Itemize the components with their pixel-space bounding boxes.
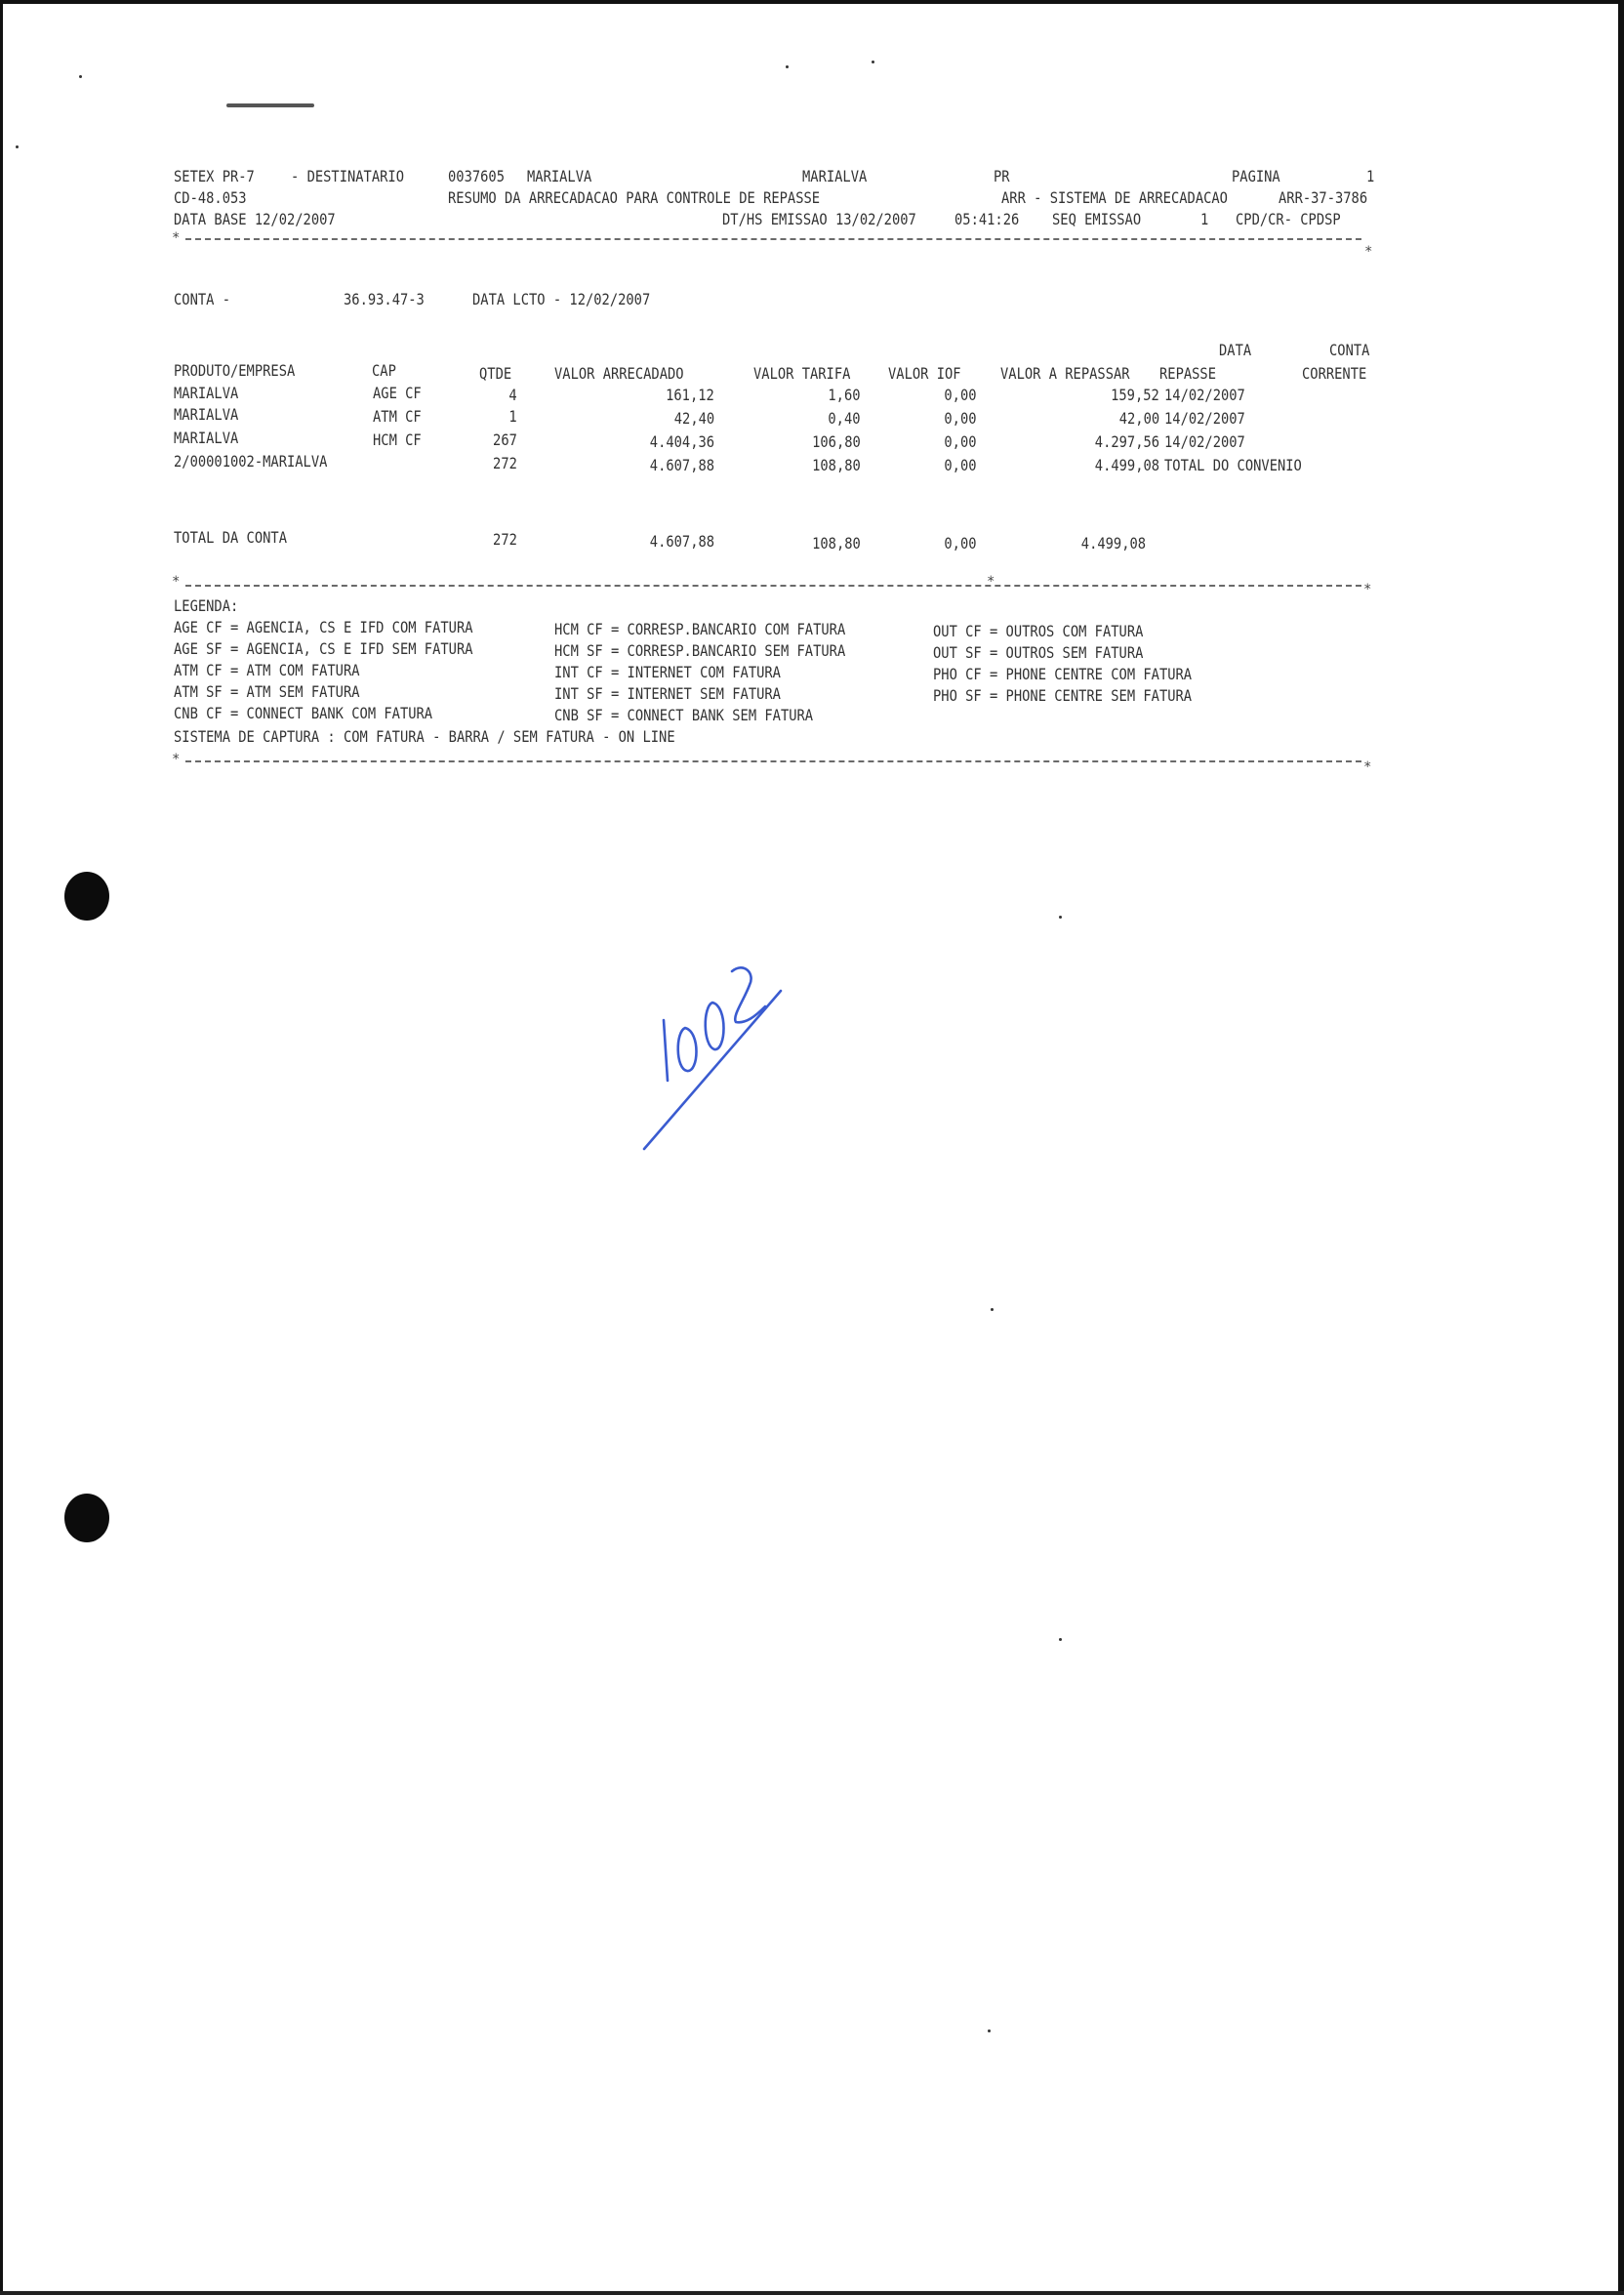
col-header-data-top: DATA xyxy=(1219,341,1252,359)
seq-label: SEQ EMISSAO xyxy=(1052,210,1142,228)
legend-item: AGE CF = AGENCIA, CS E IFD COM FATURA xyxy=(174,618,473,636)
legend-title: LEGENDA: xyxy=(174,596,239,615)
col-header-conta-top: CONTA xyxy=(1329,341,1370,359)
legend-item: CNB SF = CONNECT BANK SEM FATURA xyxy=(554,706,814,724)
scan-speck xyxy=(872,61,874,63)
total-repassar: 4.499,08 xyxy=(1080,534,1146,553)
row-iof: 0,00 xyxy=(944,409,977,428)
separator-star: * xyxy=(172,574,181,590)
scan-speck xyxy=(16,145,19,148)
cpd-code: CPD/CR- CPDSP xyxy=(1236,210,1341,228)
col-header-produto: PRODUTO/EMPRESA xyxy=(174,361,296,380)
row-arrecadado: 42,40 xyxy=(673,409,714,428)
city: MARIALVA xyxy=(802,167,868,185)
handwritten-note-1002 xyxy=(634,922,800,1157)
scan-speck xyxy=(1059,916,1062,919)
row-arrecadado: 4.404,36 xyxy=(649,432,714,451)
scan-border-left xyxy=(0,0,3,2295)
row-iof: 0,00 xyxy=(944,432,977,451)
col-header-conta-bottom: CORRENTE xyxy=(1302,364,1367,383)
row-produto: MARIALVA xyxy=(174,384,239,402)
state: PR xyxy=(994,167,1010,185)
row-produto: MARIALVA xyxy=(174,405,239,424)
row-tarifa: 0,40 xyxy=(828,409,861,428)
row-arrecadado: 4.607,88 xyxy=(649,456,714,474)
legend-captura: SISTEMA DE CAPTURA : COM FATURA - BARRA / SEM FATURA - ON LINE xyxy=(174,727,675,746)
pagina-value: 1 xyxy=(1366,167,1375,185)
separator-star: * xyxy=(1363,582,1372,597)
destinatario-label: - DESTINATARIO xyxy=(291,167,404,185)
seq-value: 1 xyxy=(1200,210,1209,228)
punch-hole-bottom xyxy=(64,1494,109,1542)
data-lcto: DATA LCTO - 12/02/2007 xyxy=(472,290,651,308)
scan-border-bottom xyxy=(0,2291,1624,2295)
legend-item: CNB CF = CONNECT BANK COM FATURA xyxy=(174,704,433,722)
col-header-valor-repassar: VALOR A REPASSAR xyxy=(1000,364,1130,383)
scan-speck xyxy=(786,65,789,68)
total-qtde: 272 xyxy=(493,530,517,549)
separator-star: * xyxy=(1363,759,1372,775)
data-base: DATA BASE 12/02/2007 xyxy=(174,210,336,228)
total-arrecadado: 4.607,88 xyxy=(649,532,714,551)
col-header-valor-iof: VALOR IOF xyxy=(888,364,961,383)
col-header-cap: CAP xyxy=(372,361,396,380)
row-iof: 0,00 xyxy=(944,456,977,474)
legend-item: ATM SF = ATM SEM FATURA xyxy=(174,682,360,701)
row-data: 14/02/2007 xyxy=(1164,432,1245,451)
row-arrecadado: 161,12 xyxy=(666,386,714,404)
row-repassar: 159,52 xyxy=(1111,386,1159,404)
legend-item: HCM SF = CORRESP.BANCARIO SEM FATURA xyxy=(554,641,846,660)
separator-star: * xyxy=(172,752,181,767)
total-iof: 0,00 xyxy=(944,534,977,553)
conta-value: 36.93.47-3 xyxy=(344,290,425,308)
row-qtde: 267 xyxy=(493,430,517,449)
legend-item: INT CF = INTERNET COM FATURA xyxy=(554,663,781,681)
row-repassar: 4.499,08 xyxy=(1094,456,1159,474)
total-label: TOTAL DA CONTA xyxy=(174,528,287,547)
row-tarifa: 106,80 xyxy=(812,432,861,451)
form-code: CD-48.053 xyxy=(174,188,247,207)
col-header-valor-tarifa: VALOR TARIFA xyxy=(753,364,851,383)
row-tarifa: 108,80 xyxy=(812,456,861,474)
separator-star: * xyxy=(987,574,995,590)
legend-item: INT SF = INTERNET SEM FATURA xyxy=(554,684,781,703)
row-data: TOTAL DO CONVENIO xyxy=(1164,456,1302,474)
row-cap: HCM CF xyxy=(373,430,422,449)
total-tarifa: 108,80 xyxy=(812,534,861,553)
row-cap: ATM CF xyxy=(373,407,422,426)
col-header-qtde: QTDE xyxy=(479,364,512,383)
legend-item: ATM CF = ATM COM FATURA xyxy=(174,661,360,679)
emissao-date: DT/HS EMISSAO 13/02/2007 xyxy=(722,210,916,228)
row-cap: AGE CF xyxy=(373,384,422,402)
row-produto: MARIALVA xyxy=(174,429,239,447)
legend-item: PHO SF = PHONE CENTRE SEM FATURA xyxy=(933,686,1193,705)
scan-border-right xyxy=(1618,0,1624,2295)
separator-line xyxy=(185,760,1361,762)
row-data: 14/02/2007 xyxy=(1164,386,1245,404)
legend-item: PHO CF = PHONE CENTRE COM FATURA xyxy=(933,665,1193,683)
separator-line xyxy=(185,585,1361,587)
legend-item: OUT CF = OUTROS COM FATURA xyxy=(933,622,1144,640)
conta-label: CONTA - xyxy=(174,290,230,308)
report-title: RESUMO DA ARRECADACAO PARA CONTROLE DE REPASSE xyxy=(448,188,821,207)
row-repassar: 42,00 xyxy=(1118,409,1159,428)
row-qtde: 272 xyxy=(493,454,517,472)
col-header-data-bottom: REPASSE xyxy=(1159,364,1216,383)
row-data: 14/02/2007 xyxy=(1164,409,1245,428)
scan-speck xyxy=(991,1308,994,1311)
system-id: SETEX PR-7 xyxy=(174,167,255,185)
emissao-time: 05:41:26 xyxy=(954,210,1020,228)
legend-item: AGE SF = AGENCIA, CS E IFD SEM FATURA xyxy=(174,639,473,658)
scan-speck xyxy=(1059,1638,1062,1641)
separator-line xyxy=(185,238,1361,240)
legend-item: HCM CF = CORRESP.BANCARIO COM FATURA xyxy=(554,620,846,638)
row-iof: 0,00 xyxy=(944,386,977,404)
row-qtde: 1 xyxy=(508,407,517,426)
col-header-valor-arrecadado: VALOR ARRECADADO xyxy=(554,364,684,383)
scan-speck xyxy=(988,2029,991,2032)
row-repassar: 4.297,56 xyxy=(1094,432,1159,451)
pagina-label: PAGINA xyxy=(1232,167,1280,185)
scan-mark xyxy=(226,103,314,107)
system-name: ARR - SISTEMA DE ARRECADACAO xyxy=(1001,188,1228,207)
scan-border-top xyxy=(0,0,1624,4)
separator-star: * xyxy=(172,230,181,246)
scan-speck xyxy=(79,75,82,78)
report-code: ARR-37-3786 xyxy=(1279,188,1368,207)
destinatario-name: MARIALVA xyxy=(527,167,592,185)
separator-star: * xyxy=(1364,244,1373,260)
legend-item: OUT SF = OUTROS SEM FATURA xyxy=(933,643,1144,662)
punch-hole-top xyxy=(64,872,109,921)
row-produto: 2/00001002-MARIALVA xyxy=(174,452,328,471)
destinatario-code: 0037605 xyxy=(448,167,505,185)
row-qtde: 4 xyxy=(508,386,517,404)
row-tarifa: 1,60 xyxy=(828,386,861,404)
